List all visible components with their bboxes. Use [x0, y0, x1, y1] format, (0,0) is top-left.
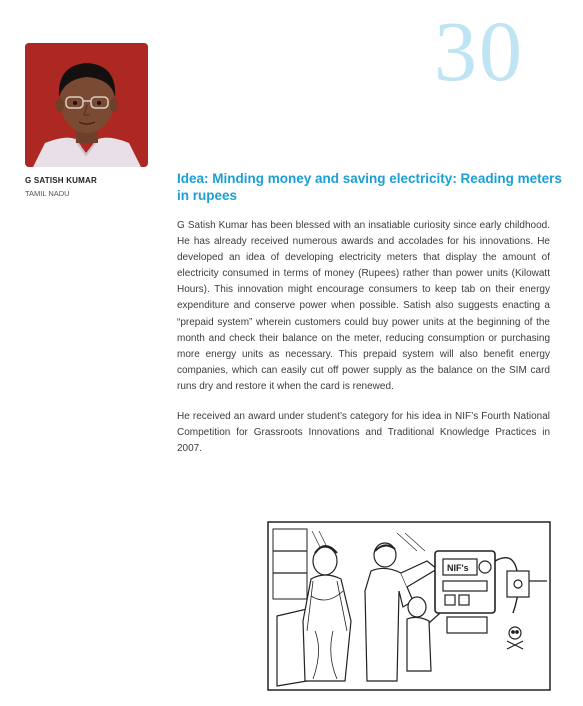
- author-state: TAMIL NADU: [25, 189, 70, 198]
- body-paragraph: G Satish Kumar has been blessed with an insatiable curiosity since early childhood. He has already received numerous awards and accolades for his innovations. He developed an idea of developing electricity meters that display the amount of electricity consumed in terms of money (Rupees) rather than power units (Kilowatt Hours). This innovation might encourage consumers to keep tab on their energy expenditure and conserve power when possible. Satish also suggests enacting a “prepaid system” wherein customers could buy power units at the beginning of the month and check their balance on the meter, reducing consumption or purchasing more energy units as necessary. This prepaid system will also benefit energy companies, which can easily cut off power supply as the balance on the SIM card runs dry and restore it when the card is renewed.: [177, 220, 550, 392]
- body-paragraph: He received an award under student’s category for his idea in NIF’s Fourth National Competition for Grassroots Innovations and Traditional Knowledge Practices in 2007.: [177, 411, 550, 455]
- idea-title: Idea: Minding money and saving electricity: Reading meters in rupees: [177, 171, 562, 203]
- author-portrait: [25, 43, 148, 167]
- article-body: [177, 218, 550, 471]
- page-number: 30: [434, 3, 524, 99]
- meter-label: NIF's: [447, 563, 469, 573]
- author-name: G SATISH KUMAR: [25, 176, 97, 185]
- meter-illustration: [267, 521, 551, 691]
